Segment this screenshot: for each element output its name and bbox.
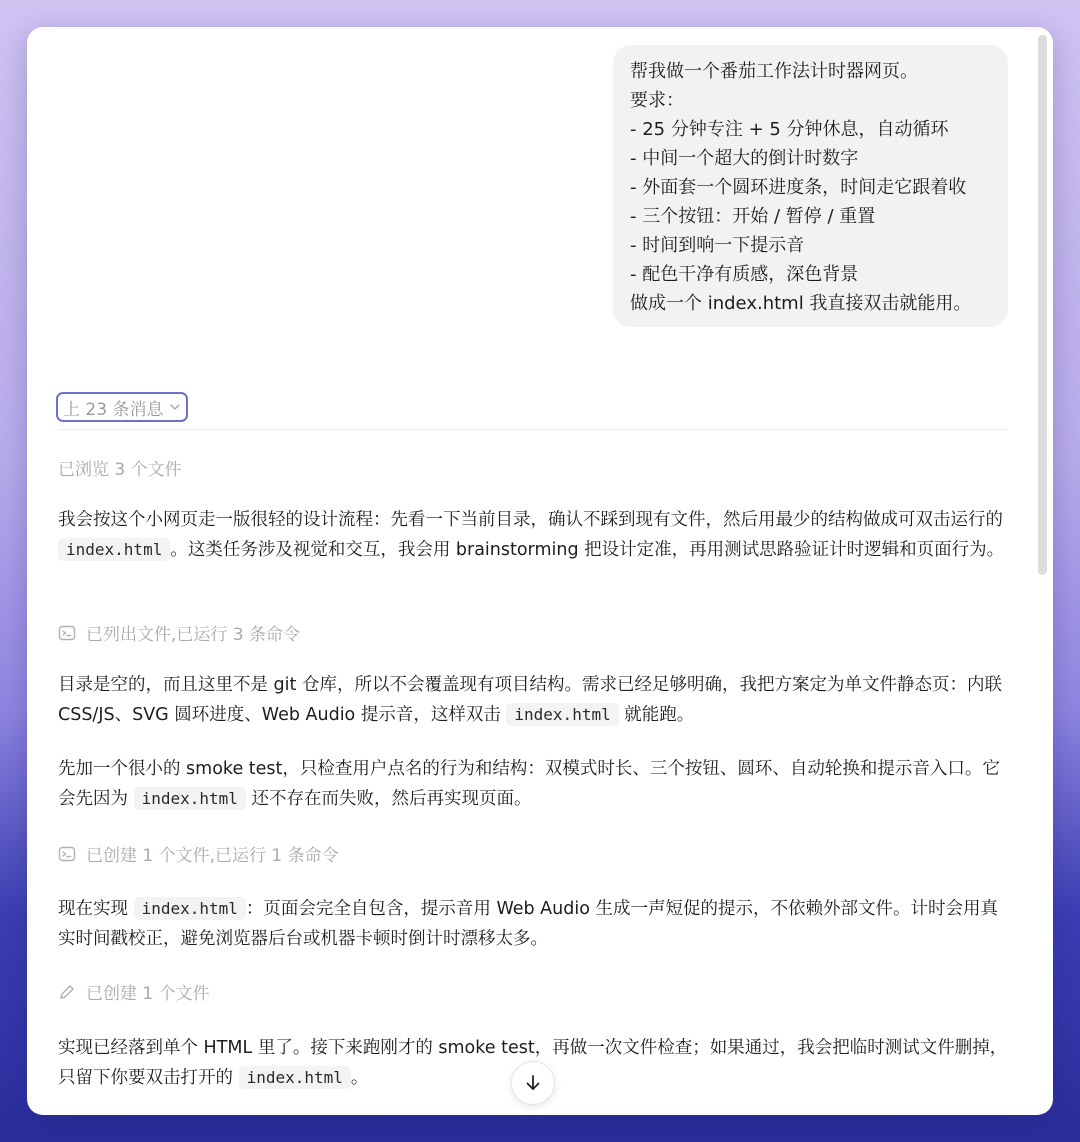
scroll-to-bottom-button[interactable] [511,1061,555,1105]
previous-messages-button[interactable] [56,392,188,422]
inline-code: index.html [506,703,618,726]
chat-window [27,27,1053,1115]
paragraph-text: 我会按这个小网页走一版很轻的设计流程：先看一下当前目录，确认不踩到现有文件，然后用最少的结构做成可双击运行的 [58,510,1003,530]
user-message-bubble [613,45,1008,327]
previous-messages-label: 上 23 条消息 [63,399,164,420]
paragraph-text: 。这类任务涉及视觉和交互，我会用 brainstorming 把设计定准，再用测试思路验证计时逻辑和页面行为。 [170,540,1005,560]
inline-code: index.html [134,787,246,810]
paragraph-text: 目录是空的，而且这里不是 git 仓库，所以不会覆盖现有项目结构。需求已经足够明确，我把方案定为单文件静态页：内联 CSS/JS、SVG 圆环进度、Web Audio 提示音，这样双击 [58,675,1002,725]
paragraph-text: 实现已经落到单个 HTML 里了。接下来跑刚才的 smoke test，再做一次文件检查；如果通过，我会把临时测试文件删掉，只留下你要双击打开的 [58,1038,1008,1088]
paragraph-text: 还不存在而失败，然后再实现页面。 [245,789,532,809]
arrow-down-icon [523,1073,543,1093]
user-message-line: 帮我做一个番茄工作法计时器网页。 [630,61,918,82]
user-message-line: - 配色干净有质感，深色背景 [630,264,859,285]
assistant-paragraph [58,754,1008,814]
divider [59,429,1008,430]
assistant-paragraph [58,670,1008,730]
inline-code: index.html [58,538,170,561]
commands-summary-label: 已列出文件,已运行 3 条命令 [86,625,301,645]
user-message-line: - 外面套一个圆环进度条，时间走它跟着收 [630,177,967,198]
terminal-icon [58,624,76,642]
inline-code: index.html [134,897,246,920]
create-run-summary[interactable] [58,841,339,866]
user-message-line: - 三个按钮：开始 / 暂停 / 重置 [630,206,876,227]
commands-summary[interactable] [58,620,300,645]
create-run-summary-label: 已创建 1 个文件,已运行 1 条命令 [86,846,339,866]
paragraph-text: 先加一个很小的 smoke test，只检查用户点名的行为和结构：双模式时长、三个按钮、圆环、自动轮换和提示音入口。它会先因为 [58,759,1000,809]
scrollbar[interactable] [1038,35,1047,575]
paragraph-text: 就能跑。 [618,705,695,725]
inline-code: index.html [239,1066,351,1089]
created-file-summary[interactable] [58,979,210,1004]
assistant-paragraph [58,894,1008,954]
browsed-files-summary[interactable] [58,455,182,480]
user-message-line: 做成一个 index.html 我直接双击就能用。 [630,293,972,314]
user-message-line: - 时间到响一下提示音 [630,235,805,256]
chevron-down-icon [169,401,181,413]
user-message-line: - 中间一个超大的倒计时数字 [630,148,859,169]
pencil-icon [58,983,76,1001]
paragraph-text: ：页面会完全自包含，提示音用 Web Audio 生成一声短促的提示，不依赖外部文件。计时会用真实时间戳校正，避免浏览器后台或机器卡顿时倒计时漂移太多。 [58,899,998,949]
user-message-line: 要求： [630,90,684,111]
paragraph-text: 现在实现 [58,899,134,919]
assistant-paragraph [58,505,1008,565]
terminal-icon [58,845,76,863]
browsed-files-label: 已浏览 3 个文件 [58,460,182,480]
paragraph-text: 。 [350,1068,369,1088]
user-message-line: - 25 分钟专注 + 5 分钟休息，自动循环 [630,119,949,140]
created-file-summary-label: 已创建 1 个文件 [86,984,210,1004]
